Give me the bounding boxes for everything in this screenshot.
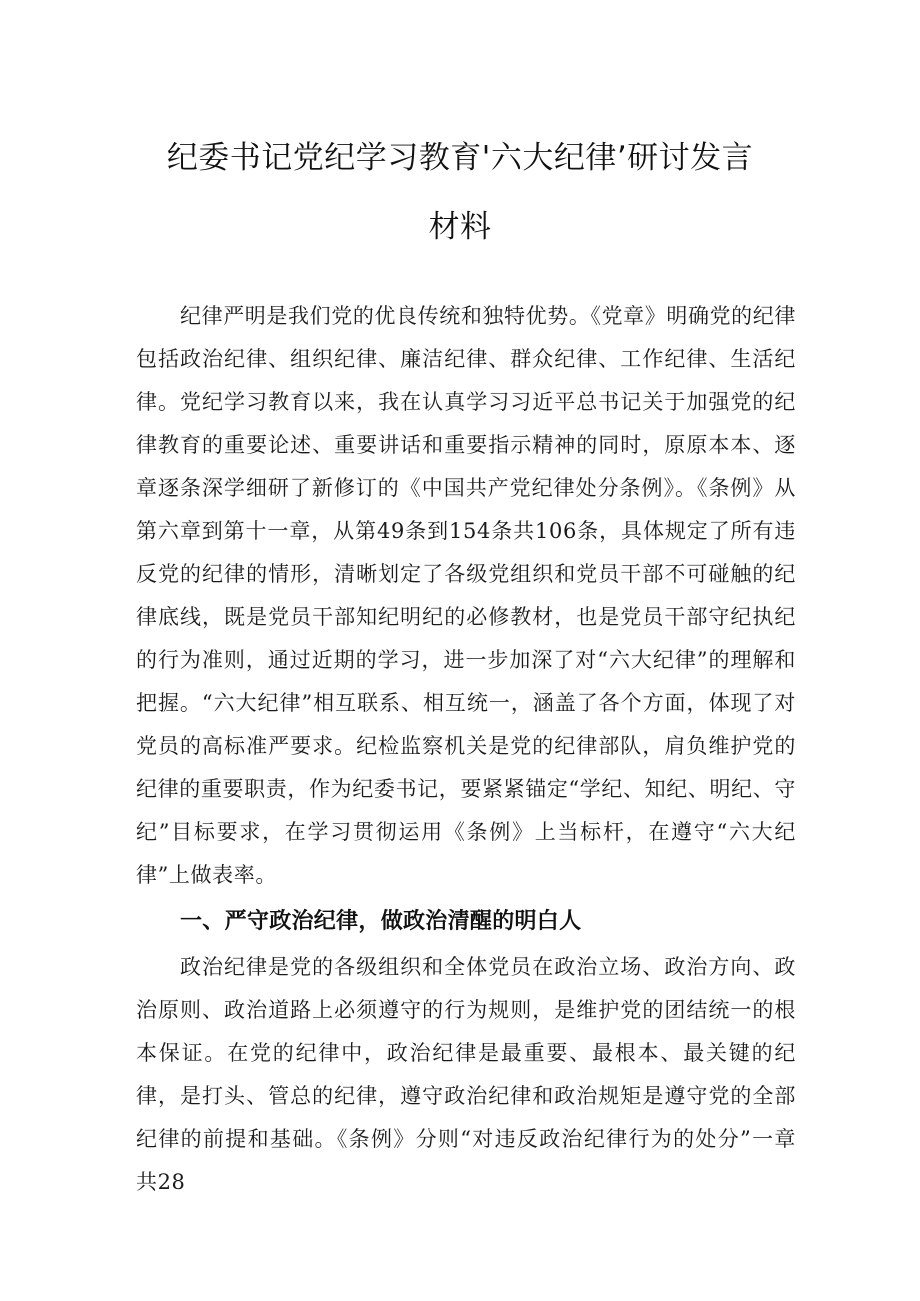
intro-paragraph: 纪律严明是我们党的优良传统和独特优势。《党章》明确党的纪律包括政治纪律、组织纪律、廉洁纪律、群众纪律、工作纪律、生活纪律。党纪学习教育以来，我在认真学习习近平总书记关于加强党的纪律教育的重要论述、重要讲话和重要指示精神的同时，原原本本、逐章逐条深学细研了新修订的《中国共产党纪律处分条例》。《条例》从第六章到第十一章，从第49条到154条共106条，具体规定了所有违反党的纪律的情形，清晰划定了各级党组织和党员干部不可碰触的纪律底线，既是党员干部知纪明纪的必修教材，也是党员干部守纪执纪的行为准则，通过近期的学习，进一步加深了对“六大纪律”的理解和把握。“六大纪律”相互联系、相互统一，涵盖了各个方面，体现了对党员的高标准严要求。纪检监察机关是党的纪律部队，肩负维护党的纪律的重要职责，作为纪委书记，要紧紧锚定“学纪、知纪、明纪、守纪”目标要求，在学习贯彻运用《条例》上当标杆，在遵守“六大纪律”上做表率。 xyxy=(136,304,796,887)
document-title-line-2: 材料 xyxy=(428,209,492,245)
section-heading-political-discipline: 一、严守政治纪律，做政治清醒的明白人 xyxy=(180,909,582,934)
document-title-line-1: 纪委书记党纪学习教育'六大纪律’研讨发言 xyxy=(166,140,754,176)
political-discipline-paragraph: 政治纪律是党的各级组织和全体党员在政治立场、政治方向、政治原则、政治道路上必须遵守的行为规则，是维护党的团结统一的根本保证。在党的纪律中，政治纪律是最重要、最根本、最关键的纪律，是打头、管总的纪律，遵守政治纪律和政治规矩是遵守党的全部纪律的前提和基础。《条例》分则“对违反政治纪律行为的处分”一章共28 xyxy=(136,955,796,1194)
